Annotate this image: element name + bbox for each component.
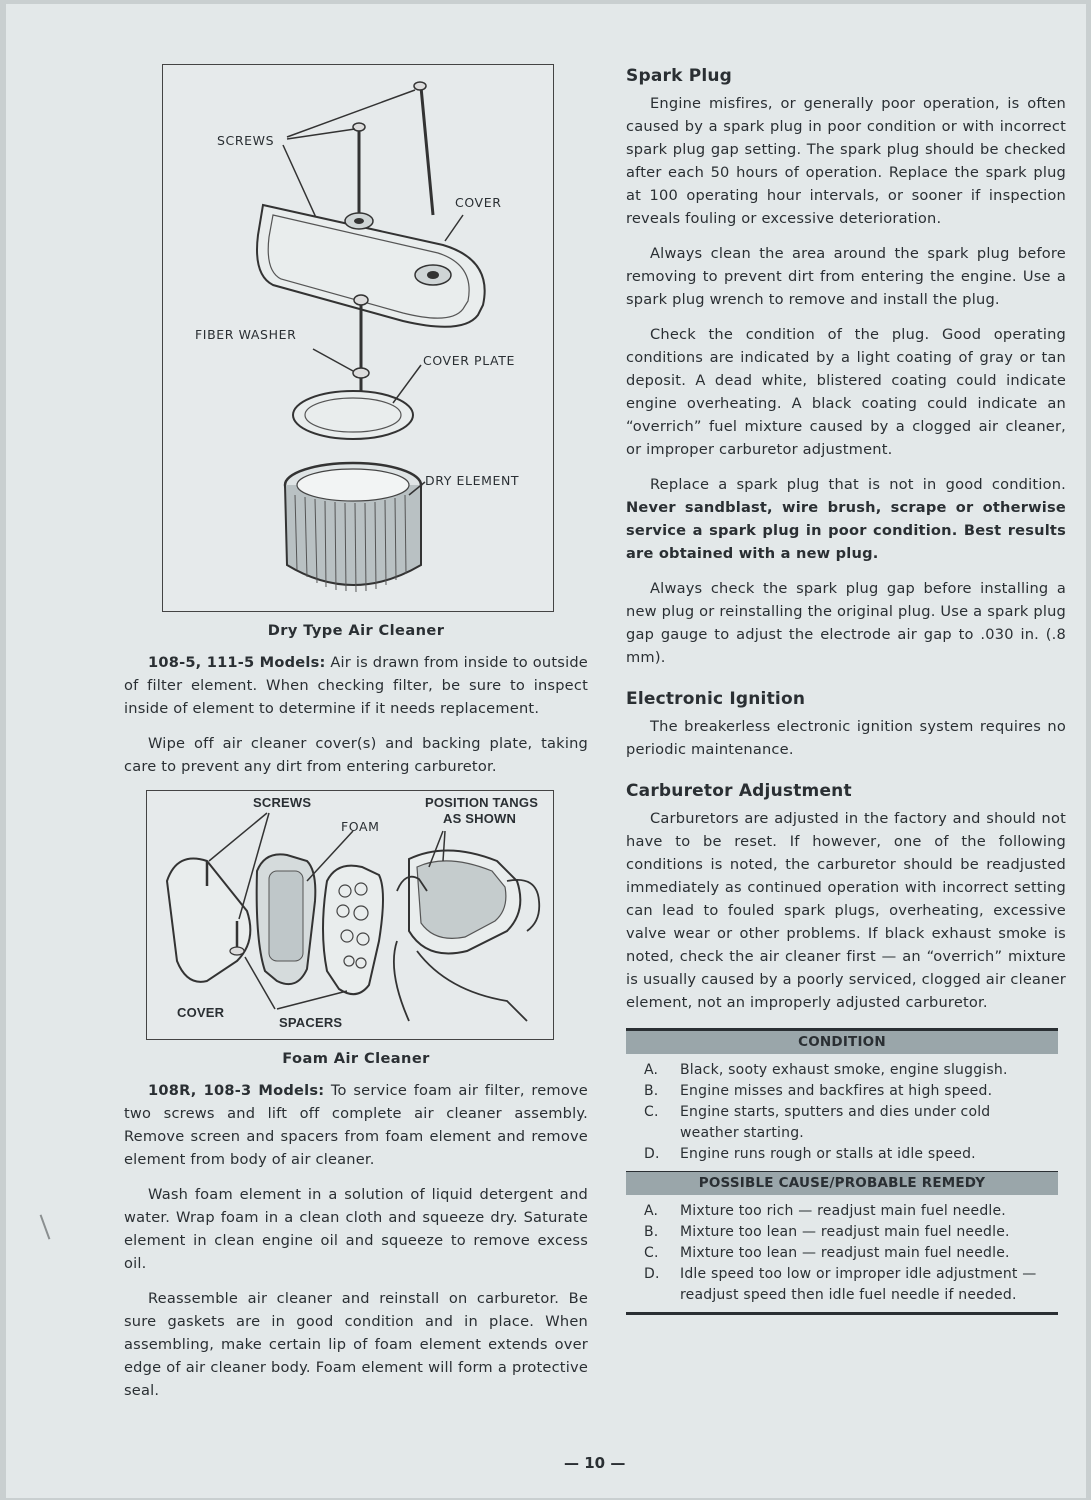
left-column [124,64,588,1414]
row-text: Black, sooty exhaust smoke, engine sluggish. [680,1062,1008,1078]
heading-carburetor-adjustment: Carburetor Adjustment [626,781,852,801]
condition-header: CONDITION [626,1028,1058,1054]
page-number: — 10 — [564,1454,626,1472]
condition-row [636,1102,1052,1144]
paragraph-reassemble: Reassemble air cleaner and reinstall on carburetor. Be sure gaskets are in good condition and in place. When assembling, make certain lip of foam element extends over edge of air cleaner body. Foam element will form a protective seal. [124,1290,588,1399]
label-cover: COVER [455,195,502,210]
dry-air-cleaner-figure [162,64,554,612]
heading-spark-plug: Spark Plug [626,66,733,86]
row-letter: D. [644,1266,660,1282]
label-dry-element: DRY ELEMENT [425,473,520,488]
foam-air-cleaner-figure [146,790,554,1040]
row-letter: C. [644,1245,659,1261]
remedy-row [636,1264,1052,1306]
row-text: Mixture too lean — readjust main fuel needle. [680,1245,1010,1261]
troubleshooting-table [626,1028,1058,1315]
row-text: Engine runs rough or stalls at idle speed. [680,1146,976,1162]
condition-row [636,1081,1052,1102]
row-letter: D. [644,1146,660,1162]
models-108r-text: To service foam air filter, remove two screws and lift off complete air cleaner assembly. Remove screen and spacers from foam element and remove element from body of air cleaner. [124,1082,588,1168]
spark-plug-paragraph-5: Always check the spark plug gap before installing a new plug or reinstalling the original plug. Use a spark plug gap gauge to adjust the electrode air gap to .030 in. (.8 mm). [626,580,1066,666]
row-letter: B. [644,1083,659,1099]
paper-mark [40,1214,51,1239]
row-text: Mixture too rich — readjust main fuel needle. [680,1203,1006,1219]
heading-electronic-ignition: Electronic Ignition [626,689,806,709]
spark-plug-paragraph-4 [626,473,1066,565]
spark-plug-paragraph-2: Always clean the area around the spark plug before removing to prevent dirt from entering the engine. Use a spark plug wrench to remove and install the plug. [626,245,1066,308]
remedy-row [636,1222,1052,1243]
dry-air-cleaner-caption: Dry Type Air Cleaner [267,622,445,639]
electronic-ignition-paragraph: The breakerless electronic ignition system requires no periodic maintenance. [626,718,1066,758]
row-text: Mixture too lean — readjust main fuel needle. [680,1224,1010,1240]
models-108-5-text: Air is drawn from inside to outside of filter element. When checking filter, be sure to inspect inside of element to determine if it needs replacement. [124,654,588,717]
paragraph-wash-foam: Wash foam element in a solution of liquid detergent and water. Wrap foam in a clean cloth and squeeze dry. Saturate element in clean engine oil and squeeze to remove excess oil. [124,1186,588,1272]
label-foam: FOAM [341,819,380,834]
remedy-row [636,1201,1052,1222]
label-screws: SCREWS [217,133,275,148]
spark-plug-paragraph-1: Engine misfires, or generally poor operation, is often caused by a spark plug in poor condition or with incorrect spark plug gap setting. The spark plug should be checked after each 50 hours of operation. Replace the spark plug at 100 operating hour intervals, or sooner if inspection reveals fouling or excessive deterioration. [626,95,1066,227]
label-as-shown: AS SHOWN [443,811,517,826]
condition-rows [626,1054,1058,1172]
paragraph-108r-models [124,1079,588,1171]
manual-page [6,4,1086,1498]
remedy-row [636,1243,1052,1264]
row-letter: B. [644,1224,659,1240]
label-fiber-washer: FIBER WASHER [195,327,297,342]
spark-plug-p4-normal: Replace a spark plug that is not in good condition. [650,476,1066,493]
right-column [626,66,1066,1315]
paragraph-wipe-cover: Wipe off air cleaner cover(s) and backing plate, taking care to prevent any dirt from entering carburetor. [124,735,588,775]
label-spacers: SPACERS [279,1015,343,1030]
label-position-tangs: POSITION TANGS [425,795,539,810]
row-text: Idle speed too low or improper idle adjustment — readjust speed then idle fuel needle if needed. [680,1266,1037,1303]
row-letter: A. [644,1203,659,1219]
spark-plug-p4-bold: Never sandblast, wire brush, scrape or otherwise service a spark plug in poor condition. Best results are obtained with a new plug. [626,499,1066,562]
label-cover-2: COVER [177,1005,225,1020]
condition-row [636,1060,1052,1081]
models-108-5-lead: 108-5, 111-5 Models: [148,654,326,671]
remedy-rows [626,1195,1058,1315]
carburetor-paragraph: Carburetors are adjusted in the factory and should not have to be reset. If however, one of the following conditions is noted, the carburetor should be readjusted immediately as continued operation with incorrect setting can lead to fouled spark plugs, overheating, excessive valve wear or other problems. If black exhaust smoke is noted, check the air cleaner first — an “overrich” mixture is usually caused by a poorly serviced, clogged air cleaner element, not an improperly adjusted carburetor. [626,810,1066,1011]
row-text: Engine starts, sputters and dies under cold weather starting. [680,1104,991,1141]
row-letter: A. [644,1062,659,1078]
row-letter: C. [644,1104,659,1120]
paragraph-108-5-models [124,651,588,720]
spark-plug-paragraph-3: Check the condition of the plug. Good operating conditions are indicated by a light coating of gray or tan deposit. A dead white, blistered coating could indicate engine overheating. A black coating could indicate an “overrich” fuel mixture caused by a clogged air cleaner, or improper carburetor adjustment. [626,326,1066,458]
remedy-header: POSSIBLE CAUSE/PROBABLE REMEDY [626,1172,1058,1195]
row-text: Engine misses and backfires at high speed. [680,1083,993,1099]
foam-air-cleaner-caption: Foam Air Cleaner [282,1050,430,1067]
label-cover-plate: COVER PLATE [423,353,515,368]
models-108r-lead: 108R, 108-3 Models: [148,1082,325,1099]
condition-row [636,1144,1052,1165]
label-screws-2: SCREWS [253,795,312,810]
